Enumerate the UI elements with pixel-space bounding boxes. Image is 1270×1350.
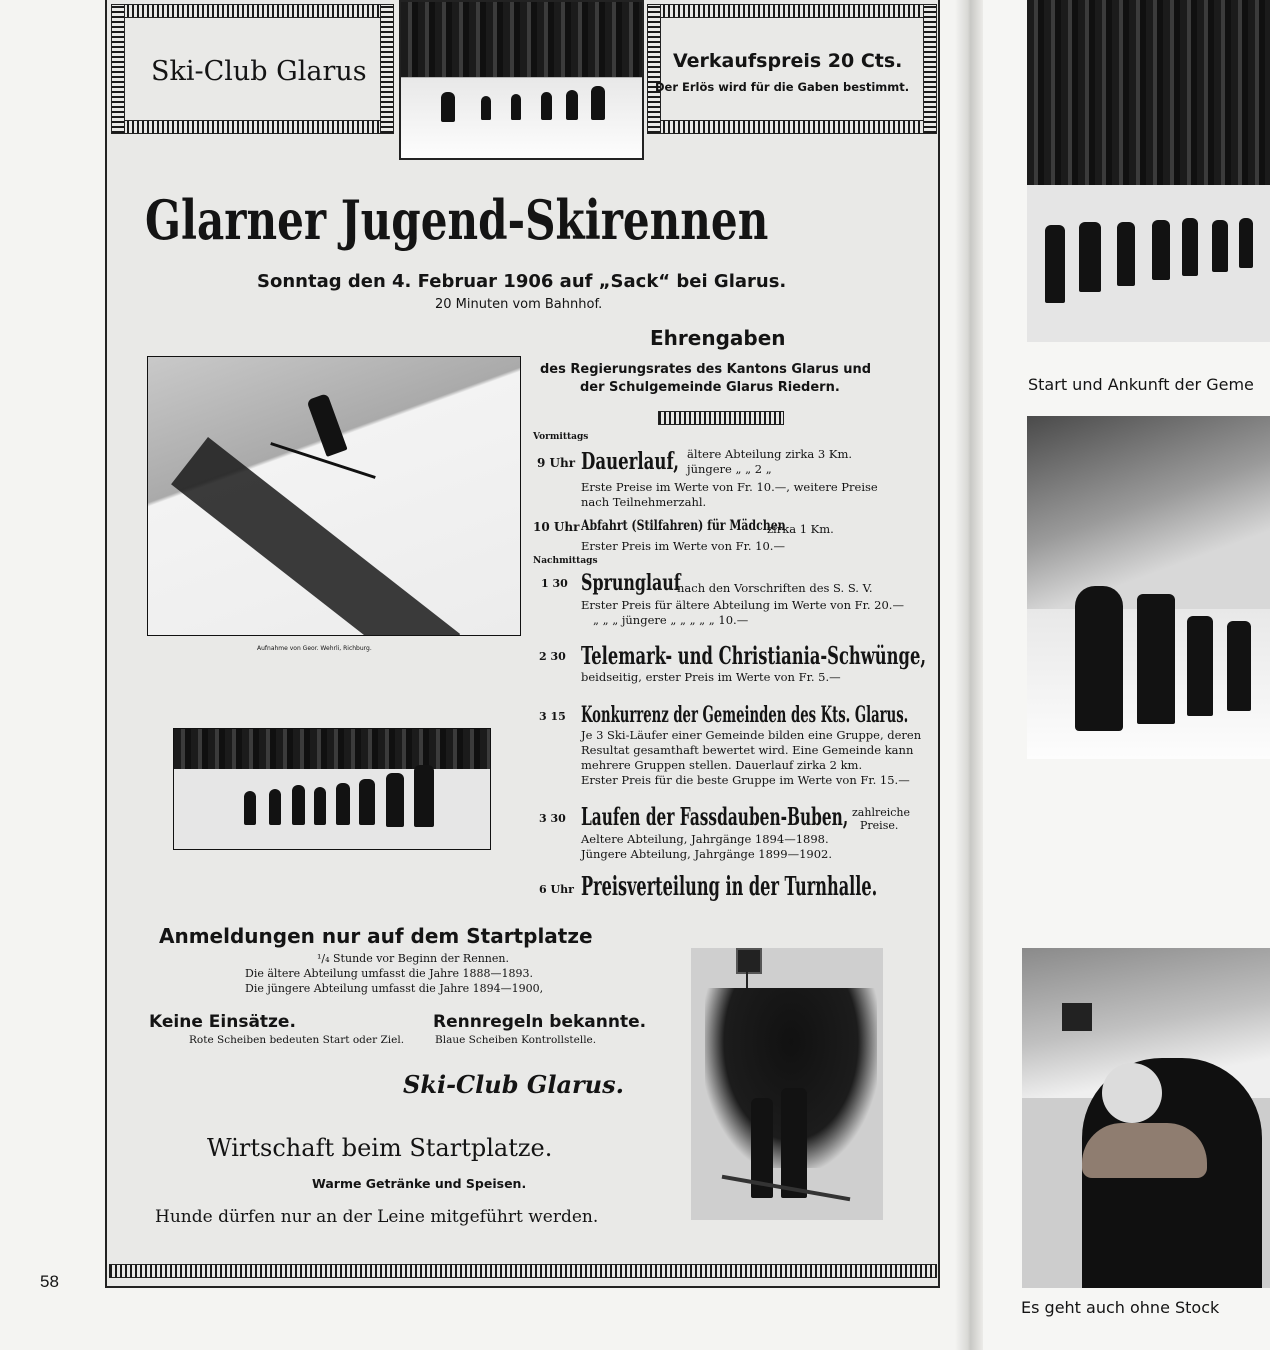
- girls-race-photo: [173, 728, 491, 850]
- event-5-detail-b: Resultat gesamthaft bewertet wird. Eine Gemeinde kann: [581, 743, 914, 757]
- ornament-border: [923, 4, 937, 134]
- ornament-border: [111, 120, 394, 134]
- dogs-notice: Hunde dürfen nur an der Leine mitgeführt werden.: [155, 1207, 599, 1227]
- photo-credit: Aufnahme von Geor. Wehrli, Richburg.: [257, 645, 372, 652]
- distance-note: 20 Minuten vom Bahnhof.: [435, 297, 603, 312]
- price-note: Der Erlös wird für die Gaben bestimmt.: [655, 80, 910, 94]
- event-4-time: 2 30: [539, 650, 566, 663]
- event-7-title: Preisverteilung in der Turnhalle.: [581, 872, 878, 902]
- event-2-time: 10 Uhr: [533, 520, 580, 534]
- rule-right-heading: Rennregeln bekannte.: [433, 1012, 647, 1032]
- ornament-border: [380, 4, 394, 134]
- event-4-detail: beidseitig, erster Preis im Werte von Fr. 5.—: [581, 670, 841, 684]
- caption-top: Start und Ankunft der Geme: [1028, 375, 1254, 394]
- skiers-start-photo: [1027, 0, 1270, 342]
- event-3-detail-a: Erster Preis für ältere Abteilung im Werte von Fr. 20.—: [581, 598, 904, 612]
- event-1-detail-b: jüngere „ „ 2 „: [687, 462, 772, 476]
- event-3-title: Sprunglauf: [581, 570, 681, 596]
- boy-portrait-photo: [1022, 948, 1270, 1288]
- book-gutter: [955, 0, 983, 1350]
- honors-heading: Ehrengaben: [650, 326, 786, 350]
- registration-line-3: Die jüngere Abteilung umfasst die Jahre 1894—1900,: [245, 982, 544, 995]
- ornament-border: [647, 4, 661, 134]
- morning-label: Vormittags: [533, 432, 589, 442]
- event-3-rule: nach den Vorschriften des S. S. V.: [677, 581, 873, 595]
- honors-line-2: der Schulgemeinde Glarus Riedern.: [580, 380, 840, 395]
- event-4-title: Telemark- und Christiania-Schwünge,: [581, 641, 927, 670]
- poster-title: [145, 188, 944, 252]
- date-line: Sonntag den 4. Februar 1906 auf „Sack“ bei Glarus.: [257, 271, 787, 292]
- event-5-title: Konkurrenz der Gemeinden des Kts. Glarus.: [581, 702, 909, 728]
- event-6-time: 3 30: [539, 812, 566, 825]
- ornament-border: [111, 4, 394, 18]
- header-photo: [399, 0, 644, 160]
- registration-heading: Anmeldungen nur auf dem Startplatze: [159, 924, 593, 948]
- event-6-title: Laufen der Fassdauben-Buben,: [581, 802, 849, 831]
- registration-line-1: ¹/₄ Stunde vor Beginn der Rennen.: [317, 952, 509, 965]
- event-5-detail-a: Je 3 Ski-Läufer einer Gemeinde bilden eine Gruppe, deren: [581, 728, 922, 742]
- event-7-time: 6 Uhr: [539, 883, 574, 896]
- right-page: [983, 0, 1270, 1350]
- mountain-group-photo: [1027, 416, 1270, 759]
- poster-title-text: Glarner Jugend-Skirennen: [145, 188, 769, 252]
- ornament-border: [647, 4, 937, 18]
- price: Verkaufspreis 20 Cts.: [673, 50, 903, 72]
- ornament-border: [111, 4, 125, 134]
- event-6-detail-b: Jüngere Abteilung, Jahrgänge 1899—1902.: [581, 847, 832, 861]
- event-1-detail-d: nach Teilnehmerzahl.: [581, 495, 707, 509]
- event-1-detail-c: Erste Preise im Werte von Fr. 10.—, weitere Preise: [581, 480, 878, 494]
- registration-line-2: Die ältere Abteilung umfasst die Jahre 1888—1893.: [245, 967, 533, 980]
- event-3-time: 1 30: [541, 577, 568, 590]
- group-photo: [691, 948, 883, 1220]
- rule-left-sub: Rote Scheiben bedeuten Start oder Ziel.: [189, 1034, 405, 1046]
- rule-right-sub: Blaue Scheiben Kontrollstelle.: [435, 1034, 597, 1046]
- event-6-note-2: Preise.: [860, 819, 899, 832]
- event-1-time: 9 Uhr: [537, 456, 576, 470]
- ornament-border: [647, 120, 937, 134]
- event-1-title: Dauerlauf,: [581, 448, 679, 475]
- event-2-title: Abfahrt (Stilfahren) für Mädchen: [581, 518, 786, 534]
- club-name-top: Ski-Club Glarus: [151, 56, 367, 87]
- inn-heading: Wirtschaft beim Startplatze.: [207, 1134, 553, 1162]
- event-5-time: 3 15: [539, 710, 566, 723]
- afternoon-label: Nachmittags: [533, 556, 598, 566]
- inn-sub: Warme Getränke und Speisen.: [312, 1176, 527, 1191]
- club-signature: Ski-Club Glarus.: [403, 1070, 624, 1099]
- event-5-detail-c: mehrere Gruppen stellen. Dauerlauf zirka 2 km.: [581, 758, 863, 772]
- ski-jump-photo: [147, 356, 521, 636]
- page-number: 58: [40, 1272, 59, 1291]
- event-1-detail-a: ältere Abteilung zirka 3 Km.: [687, 447, 853, 461]
- event-6-note-1: zahlreiche: [852, 806, 910, 819]
- event-6-detail-a: Aeltere Abteilung, Jahrgänge 1894—1898.: [581, 832, 829, 846]
- event-5-detail-d: Erster Preis für die beste Gruppe im Werte von Fr. 15.—: [581, 773, 910, 787]
- caption-bottom: Es geht auch ohne Stock: [1021, 1298, 1220, 1317]
- ornament-divider: [658, 411, 784, 425]
- event-2-detail: Erster Preis im Werte von Fr. 10.—: [581, 539, 785, 553]
- event-3-detail-b: „ „ „ jüngere „ „ „ „ „ 10.—: [593, 613, 749, 627]
- rule-left-heading: Keine Einsätze.: [149, 1012, 296, 1032]
- ski-race-poster: [105, 0, 940, 1288]
- ornament-border: [109, 1264, 937, 1278]
- event-2-distance: zirka 1 Km.: [767, 522, 834, 536]
- honors-line-1: des Regierungsrates des Kantons Glarus und: [540, 362, 872, 377]
